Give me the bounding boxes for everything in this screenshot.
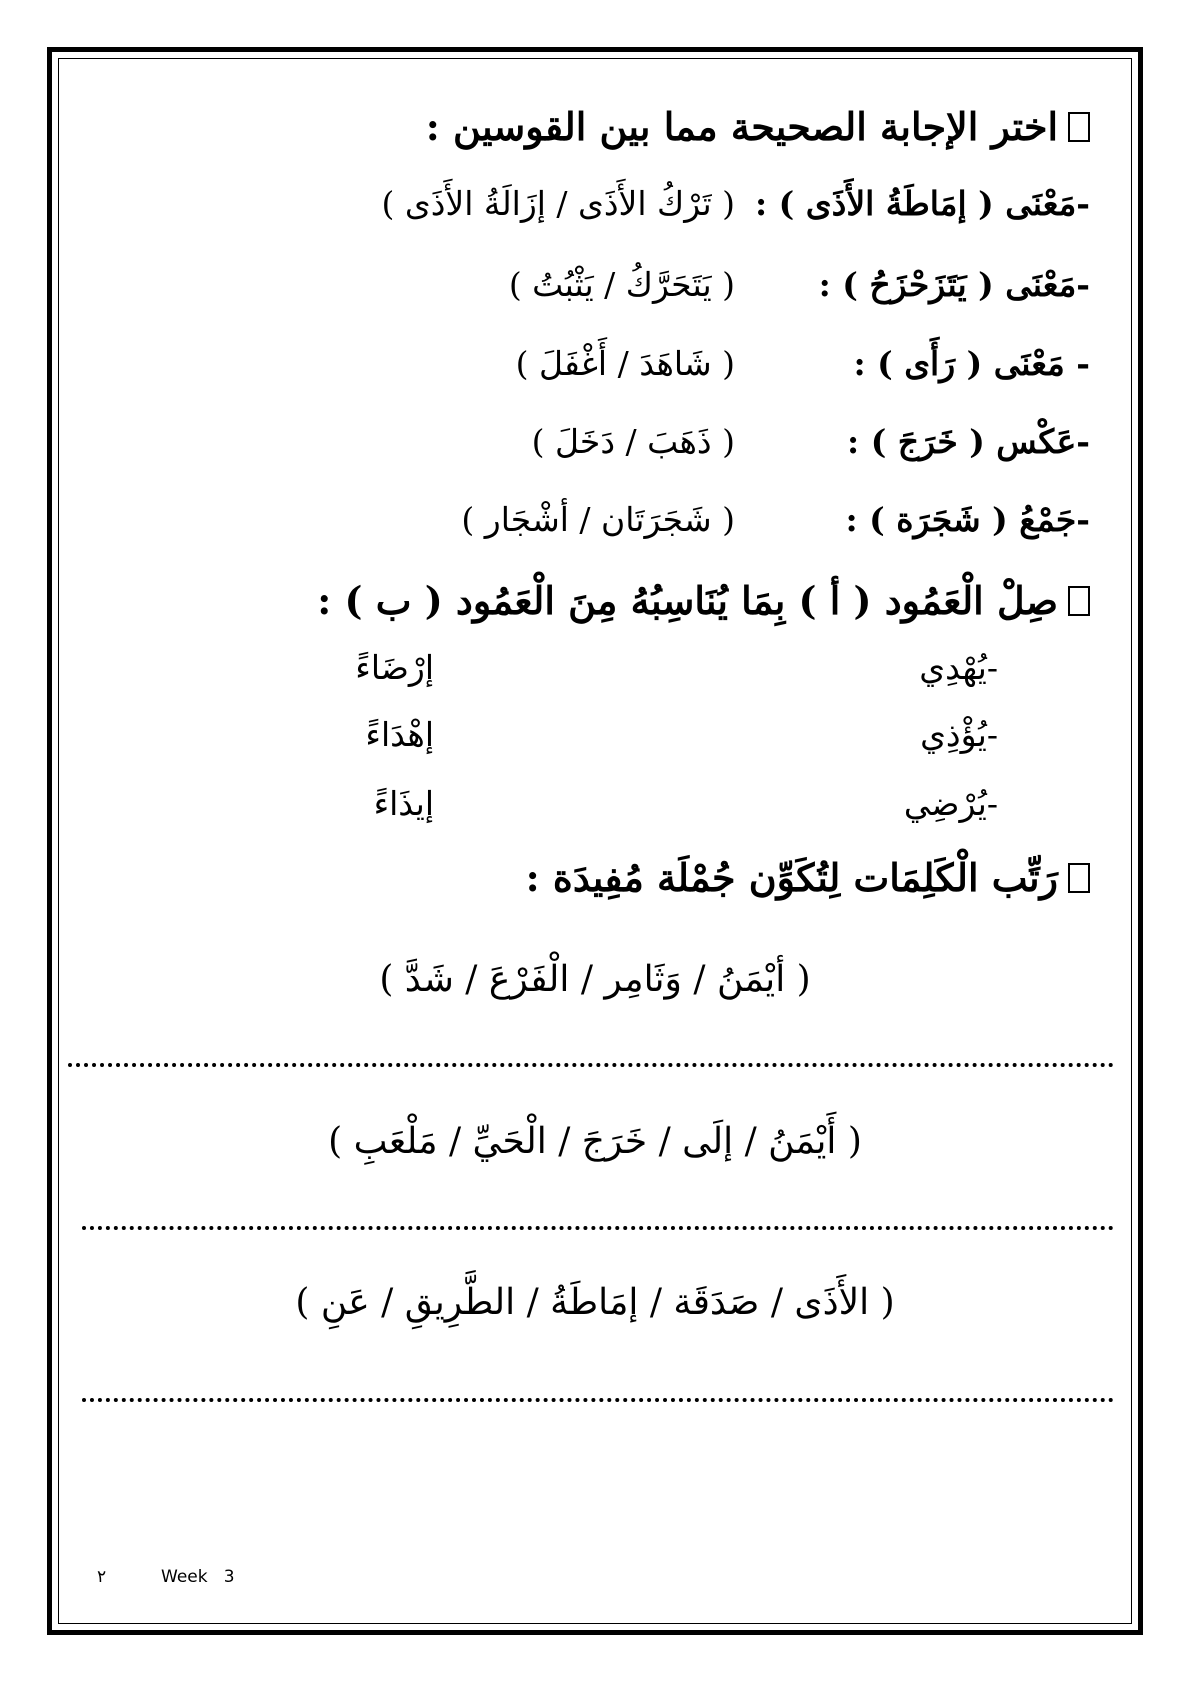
- question-3: - مَعْنَى ( رَأَى ) :: [853, 344, 1090, 383]
- question-4: -عَكْس ( خَرَجَ ) :: [847, 422, 1090, 461]
- column-a-item-1: -يُهْدِي: [919, 648, 998, 687]
- options-3: ( شَاهَدَ / أَغْفَلَ ): [515, 344, 735, 383]
- section1-heading: [426, 104, 1090, 149]
- options-2: ( يَتَحَرَّكُ / يَثْبُتُ ): [508, 265, 735, 304]
- word-group-1: ( أيْمَنُ / وَثَامِر / الْفَرْعَ / شَدَّ ): [379, 959, 811, 1000]
- section3-title: رَتِّب الْكَلِمَات لِتُكَوِّن جُمْلَة مُفِيدَة :: [525, 855, 1058, 900]
- column-a-item-3: -يُرْضِي: [903, 784, 998, 823]
- section3-checkbox[interactable]: [1068, 863, 1090, 893]
- question-2: -مَعْنَى ( يَتَزَحْزَحُ ) :: [818, 265, 1090, 304]
- answer-line-1[interactable]: [68, 1063, 1114, 1067]
- question-1: -مَعْنَى ( إمَاطَةُ الأَذَى ) :: [755, 184, 1090, 223]
- question-5: -جَمْعُ ( شَجَرَة ) :: [845, 500, 1090, 539]
- options-1: ( تَرْكُ الأَذَى / إزَالَةُ الأَذَى ): [381, 184, 735, 223]
- section2-checkbox[interactable]: [1068, 586, 1090, 616]
- answer-line-3[interactable]: [82, 1398, 1114, 1402]
- question-row-1: [190, 184, 1090, 224]
- section2-heading: [317, 578, 1090, 623]
- column-b-item-3: إيذَاءً: [373, 784, 434, 823]
- section1-title: اختر الإجابة الصحيحة مما بين القوسين :: [425, 104, 1058, 149]
- word-group-3: ( الأَذَى / صَدَقَة / إمَاطَةُ / الطَّرِيقِ / عَنِ ): [295, 1282, 895, 1323]
- week-label: Week 3: [161, 1567, 235, 1587]
- options-5: ( شَجَرَتَان / أشْجَار ): [461, 500, 735, 539]
- section3-heading: [526, 855, 1090, 900]
- word-group-2: ( أَيْمَنُ / إلَى / خَرَجَ / الْحَيِّ / مَلْعَبِ ): [328, 1121, 862, 1162]
- column-a-item-2: -يُؤْذِي: [920, 715, 998, 754]
- options-4: ( ذَهَبَ / دَخَلَ ): [531, 422, 735, 461]
- column-b-item-1: إرْضَاءً: [355, 648, 434, 687]
- section2-title: صِلْ الْعَمُود ( أ ) بِمَا يُنَاسِبُهُ مِنَ الْعَمُود ( ب ) :: [317, 578, 1058, 623]
- column-b-item-2: إهْدَاءً: [365, 715, 434, 754]
- page-number: ٢: [97, 1567, 107, 1587]
- question-row-3: [190, 344, 1090, 384]
- answer-line-2[interactable]: [82, 1226, 1114, 1230]
- question-row-2: [190, 265, 1090, 305]
- question-row-5: [190, 500, 1090, 540]
- question-row-4: [190, 422, 1090, 462]
- section1-checkbox[interactable]: [1068, 112, 1090, 142]
